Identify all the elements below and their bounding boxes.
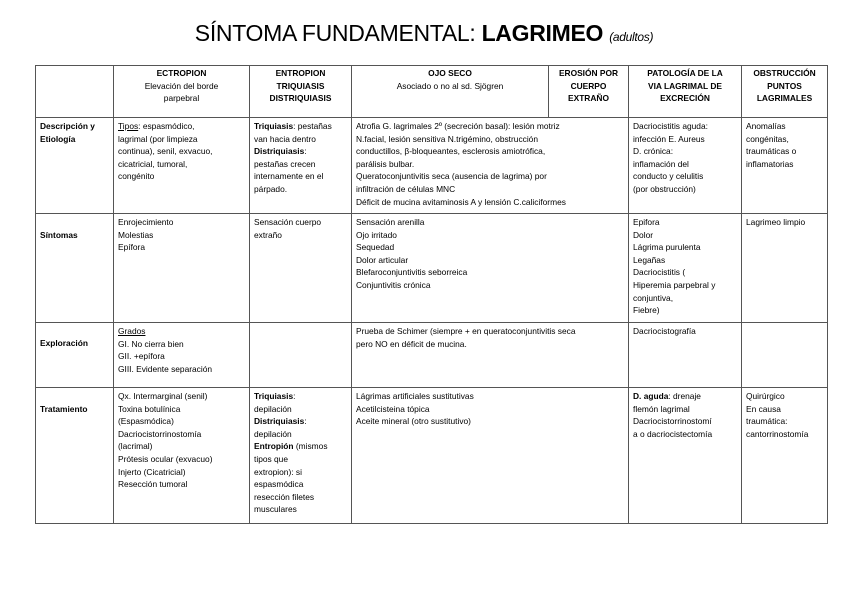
cell-text: Resección tumoral (118, 479, 188, 490)
header-text: CUERPO (570, 80, 607, 91)
cell-text: Prueba de Schimer (siempre + en queratoconjuntivitis seca (356, 326, 576, 336)
cell-text: Conjuntivitis crónica (356, 279, 431, 290)
cell-descripcion-obstruccion (742, 118, 828, 214)
row-label-text: Tratamiento (40, 404, 88, 414)
row-label-sintomas (36, 214, 114, 323)
title-main: SÍNTOMA FUNDAMENTAL: (194, 20, 476, 46)
cell-text: depilación (254, 428, 292, 439)
header-text: PUNTOS (767, 80, 802, 91)
header-erosion (549, 66, 629, 118)
keyword: Entropión (254, 441, 294, 452)
cell-text: cantorrinostomía (746, 428, 809, 439)
cell-text: Anomalías (746, 121, 786, 131)
cell-tratamiento-entropion (250, 388, 352, 524)
cell-text: parálisis bulbar. (356, 158, 415, 169)
header-text: VIA LAGRIMAL DE (648, 80, 722, 91)
cell-descripcion-ectropion (114, 118, 250, 214)
cell-text: : drenaje (668, 391, 701, 401)
header-subtext: parpebral (163, 93, 200, 104)
cell-exploracion-ectropion (114, 323, 250, 388)
cell-text: Ojo irritado (356, 229, 397, 240)
cell-text: espasmódica (254, 479, 304, 490)
cell-text: conjuntiva, (633, 292, 674, 303)
cell-text: Blefaroconjuntivitis seborreica (356, 267, 468, 278)
cell-text: a o dacriocistectomía (633, 428, 713, 439)
keyword: D. aguda (633, 391, 669, 401)
cell-text: (lacrimal) (118, 441, 153, 452)
cell-text: Molestias (118, 229, 154, 240)
cell-text: Epifora (633, 217, 660, 227)
cell-text: tipos que (254, 453, 288, 464)
header-text: LAGRIMALES (756, 93, 813, 104)
row-label-text: Síntomas (40, 230, 78, 240)
cell-text: (por obstrucción) (633, 183, 696, 194)
cell-text: Qx. Intermarginal (senil) (118, 391, 208, 401)
header-text: EXTRAÑO (568, 93, 609, 104)
cell-descripcion-ojo-seco (352, 118, 629, 214)
cell-text: GI. No cierra bien (118, 338, 184, 349)
row-label-tratamiento (36, 388, 114, 524)
row-label-text: Etiología (40, 133, 76, 144)
header-text: DISTRIQUIASIS (269, 93, 332, 104)
cell-text: Enrojecimiento (118, 217, 174, 227)
keyword: Triquiasis (254, 391, 294, 401)
row-tratamiento (36, 388, 828, 524)
keyword: Triquiasis (254, 121, 294, 131)
cell-sintomas-obstruccion (742, 214, 828, 323)
cell-exploracion-ojo-seco (352, 323, 629, 388)
cell-text: musculares (254, 504, 297, 515)
cell-text: cicatricial, tumoral, (118, 158, 188, 169)
cell-text: D. crónica: (633, 146, 674, 157)
cell-text: lagrimal (por limpieza (118, 133, 198, 144)
header-text: EROSIÓN POR (558, 68, 619, 78)
title-bold: LAGRIMEO (481, 20, 604, 46)
cell-text: Dacriocistorrinostomía (118, 428, 202, 439)
cell-text: Aceite mineral (otro sustitutivo) (356, 416, 471, 427)
cell-text: infiltración de células MNC (356, 183, 456, 194)
cell-text: N.facial, lesión sensitiva N.trigémino, obstrucción (356, 133, 539, 144)
cell-text: Quirúrgico (746, 391, 785, 401)
cell-text: (mismos (293, 441, 328, 452)
cell-text: Lágrimas artificiales sustitutivas (356, 391, 474, 401)
row-label-exploracion (36, 323, 114, 388)
cell-text: GIII. Evidente separación (118, 363, 213, 374)
cell-text: continua), senil, exvacuo, (118, 146, 213, 157)
cell-text: Toxina botulínica (118, 403, 181, 414)
header-text: PATOLOGÍA DE LA (647, 68, 723, 78)
cell-tratamiento-patologia (629, 388, 742, 524)
row-label-text: Descripción y (40, 121, 95, 131)
cell-text: inflamatorias (746, 158, 794, 169)
cell-text: Queratoconjuntivitis seca (ausencia de lagrima) por (356, 171, 547, 182)
cell-exploracion-obstruccion (742, 323, 828, 388)
header-subtext: Elevación del borde (144, 80, 219, 91)
cell-tratamiento-obstruccion (742, 388, 828, 524)
header-text: OBSTRUCCIÓN (753, 68, 816, 78)
cell-text: Injerto (Cicatricial) (118, 466, 186, 477)
cell-text: párpado. (254, 183, 288, 194)
header-text: ENTROPION (275, 68, 326, 78)
header-text: TRIQUIASIS (276, 80, 325, 91)
cell-text: Fiebre) (633, 305, 660, 316)
cell-text: flemón lagrimal (633, 403, 690, 414)
cell-text: Prótesis ocular (exvacuo) (118, 453, 213, 464)
header-obstruccion (742, 66, 828, 118)
keyword: Grados (118, 326, 146, 336)
cell-text: Epífora (118, 242, 146, 253)
header-text: ECTROPION (156, 68, 207, 78)
cell-text: : (304, 146, 307, 157)
cell-text: congénito (118, 171, 155, 182)
cell-descripcion-patologia (629, 118, 742, 214)
cell-text: : espasmódico, (138, 121, 195, 131)
header-text: OJO SECO (428, 68, 472, 78)
cell-text: : (304, 416, 307, 427)
row-sintomas (36, 214, 828, 323)
row-label-descripcion (36, 118, 114, 214)
cell-text: Dacriocistografía (633, 326, 696, 336)
cell-text: conducto y celulitis (633, 171, 704, 182)
header-subtext: Asociado o no al sd. Sjögren (396, 80, 504, 91)
cell-text: Lágrima purulenta (633, 242, 701, 253)
cell-text: GII. +epífora (118, 351, 165, 362)
cell-text: internamente en el (254, 171, 324, 182)
cell-text: Acetilcisteina tópica (356, 403, 430, 414)
cell-text: En causa (746, 403, 781, 414)
cell-text: resección filetes (254, 491, 315, 502)
cell-text: depilación (254, 403, 292, 414)
cell-text: Sensación arenilla (356, 217, 425, 227)
cell-text: Dacriocistitis ( (633, 267, 686, 278)
keyword: Tipos (118, 121, 139, 131)
keyword: Distriquiasis (254, 416, 305, 427)
cell-text: (Espasmódica) (118, 416, 174, 427)
cell-text: Dacriocistitis aguda: (633, 121, 708, 131)
cell-text: congénitas, (746, 133, 789, 144)
cell-text: van hacia dentro (254, 133, 316, 144)
row-exploracion (36, 323, 828, 388)
cell-text: Dacriocistorrinostomí (633, 416, 712, 427)
cell-text: Atrofia G. lagrimales 2º (secreción basal): lesión motriz (356, 121, 560, 131)
cell-text: pero NO en déficit de mucina. (356, 338, 467, 349)
cell-tratamiento-ojo-seco (352, 388, 629, 524)
cell-text: Hiperemia parpebral y (633, 279, 716, 290)
header-row (36, 66, 828, 118)
cell-text: Legañas (633, 254, 666, 265)
cell-text: conductillos, β-bloqueantes, esclerosis amiotrófica, (356, 146, 546, 157)
page-title (0, 20, 848, 47)
cell-sintomas-ectropion (114, 214, 250, 323)
cell-text: inflamación del (633, 158, 689, 169)
cell-text: : pestañas (293, 121, 332, 131)
cell-sintomas-patologia (629, 214, 742, 323)
cell-sintomas-ojo-seco (352, 214, 629, 323)
header-ojo-seco (352, 66, 549, 118)
header-text: EXCRECIÓN (660, 93, 710, 104)
cell-text: infección E. Aureus (633, 133, 705, 144)
cell-text: traumáticas o (746, 146, 797, 157)
cell-text: Déficit de mucina avitaminosis A y lensión C.caliciformes (356, 196, 566, 207)
cell-text: extropion): si (254, 466, 302, 477)
cell-text: Sensación cuerpo (254, 217, 322, 227)
cell-text: Dolor (633, 229, 654, 240)
cell-text: Dolor articular (356, 254, 409, 265)
row-label-text: Exploración (40, 338, 88, 348)
title-subtitle: (adultos) (609, 30, 654, 44)
cell-text: extraño (254, 229, 282, 240)
header-empty (36, 66, 114, 118)
symptom-table (35, 65, 828, 524)
cell-text: traumática: (746, 416, 788, 427)
cell-exploracion-patologia (629, 323, 742, 388)
header-entropion (250, 66, 352, 118)
cell-exploracion-entropion (250, 323, 352, 388)
cell-text: Sequedad (356, 242, 395, 253)
cell-text: : (293, 391, 296, 401)
cell-tratamiento-ectropion (114, 388, 250, 524)
cell-text: pestañas crecen (254, 158, 316, 169)
cell-descripcion-entropion (250, 118, 352, 214)
cell-text: Lagrimeo limpio (746, 217, 806, 227)
header-patologia (629, 66, 742, 118)
keyword: Distriquiasis (254, 146, 305, 157)
row-descripcion (36, 118, 828, 214)
header-ectropion (114, 66, 250, 118)
cell-sintomas-entropion (250, 214, 352, 323)
